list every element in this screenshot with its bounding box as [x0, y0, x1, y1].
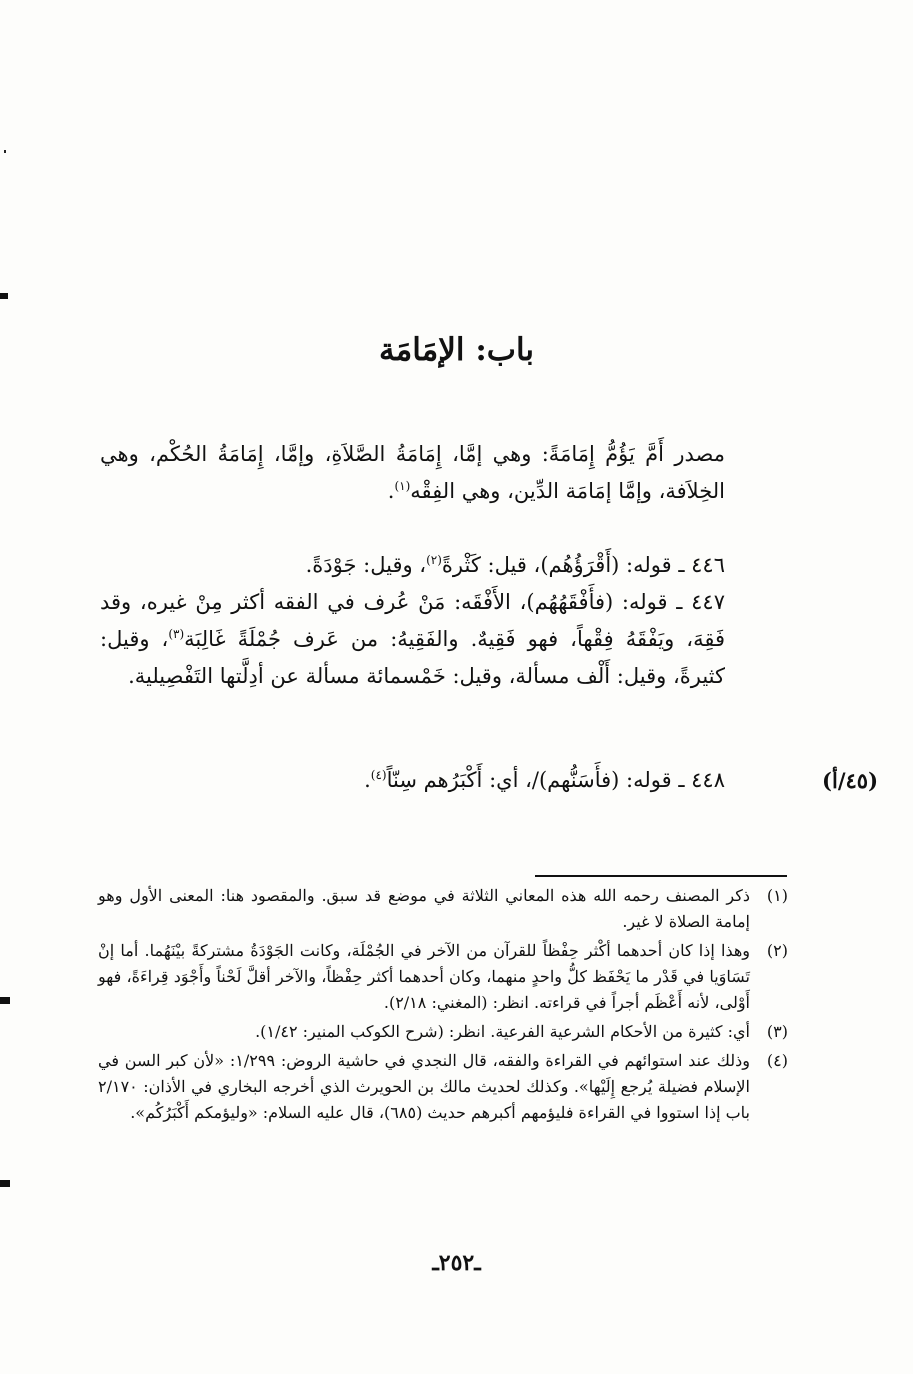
page-number: ـ٢٥٢ـ — [432, 1250, 481, 1276]
footnote-text: وذلك عند استوائهم في القراءة والفقه، قال النجدي في حاشية الروض: ١/٢٩٩: «لأن كبر السن في الإسلام فضيلة يُرجع إِلَيْها». وكذلك لحديث مالك بن الحويرث الذي أخرجه البخاري في الأذان: ٢/١٧٠ باب إذا استووا في القراءة فليؤمهم أكبرهم حديث (٦٨٥)، قال عليه السلام: «وليؤمكم أَكْبَرُكُم». — [98, 1051, 750, 1122]
paragraph-448 — [100, 762, 725, 799]
footnote-number: (١) — [766, 886, 788, 905]
manuscript-folio-reference: (٤٥/أ) — [822, 768, 878, 793]
footnote-ref: (٢) — [426, 553, 442, 567]
footnote-text: أي: كثيرة من الأحكام الشرعية الفرعية. انظر: (شرح الكوكب المنير: ١/٤٢). — [255, 1022, 750, 1041]
paragraph-intro — [100, 436, 725, 510]
footnote — [98, 883, 788, 935]
paragraph-446 — [100, 547, 725, 584]
footnote-text: وهذا إذا كان أحدهما أكْثر حِفْظاً للقرآن من الآخر في الجُمْلَة، وكانت الجَوْدَةُ مشتركةً بيْنَهُما. أما إنْ تَسَاوَيا في قَدْر ما يَحْفَظ كلُّ واحدٍ منهما، وكان أحدهما أكثر حِفْظاً، والآخر أقلَّ لَحْناً وأَجْوَد قِراءَةً، فهو أَوْلى، لأنه أَعْظَم أجراً في قراءته. انظر: (المغني: ٢/١٨). — [98, 941, 751, 1012]
footnote-number: (٤) — [766, 1051, 788, 1070]
footnotes — [98, 883, 788, 1129]
footnote — [98, 1019, 788, 1045]
footnote-separator — [535, 875, 787, 877]
footnote-number: (٢) — [766, 941, 788, 960]
paragraph-447 — [100, 584, 725, 695]
chapter-title: باب: الإمَامَة — [378, 332, 535, 368]
scan-mark — [0, 1180, 10, 1187]
paragraph-tail: . — [364, 768, 371, 792]
scan-speck — [4, 150, 6, 153]
paragraph-text: مصدر أَمَّ يَؤُمُّ إِمَامَةً: وهي إمَّا، إِمَامَةُ الصَّلاَةِ، وإمَّا، إِمَامَةُ الحُكْم، وهي الخِلاَفة، وإمَّا إمَامَة الدِّين، وهي الفِقْه — [100, 442, 725, 503]
paragraph-tail: . — [387, 479, 395, 503]
scan-mark — [0, 997, 10, 1004]
paragraph-text: ٤٤٧ ـ قوله: (فأَفْقَهُهُم)، الأَفْقَه: مَنْ عُرف في الفقه أكثر مِنْ غيره، وقد فَقِهَ، ويَفْقَهُ فِقْهاً، فهو فَقِيهٌ. والفَقِيهُ: من عَرف جُمْلَةً غَالِبَة — [100, 590, 726, 651]
footnote-ref: (١) — [394, 479, 411, 493]
paragraph-tail: ، وقيل: جَوْدَةً. — [305, 553, 427, 577]
footnote-text: ذكر المصنف رحمه الله هذه المعاني الثلاثة في موضع قد سبق. والمقصود هنا: المعنى الأول وهو إمامة الصلاة لا غير. — [98, 886, 751, 931]
paragraph-text: ٤٤٦ ـ قوله: (أَقْرَؤُهُم)، قيل: كَثْرةً — [441, 553, 725, 577]
footnote-ref: (٤) — [370, 768, 387, 782]
footnote-number: (٣) — [766, 1022, 788, 1041]
paragraph-tail: ، وقيل: كثيرةً، وقيل: أَلْف مسألة، وقيل: خَمْسمائة مسألة عن أدِلَّتها التَفْصِيلية. — [100, 627, 725, 688]
footnote — [98, 1048, 788, 1126]
scan-mark — [0, 293, 8, 299]
paragraph-text: ٤٤٨ ـ قوله: (فأَسَنُّهم)/، أي: أَكْبَرُهم سِنّاً — [386, 768, 725, 792]
footnote — [98, 938, 788, 1016]
footnote-ref: (٣) — [168, 627, 185, 641]
